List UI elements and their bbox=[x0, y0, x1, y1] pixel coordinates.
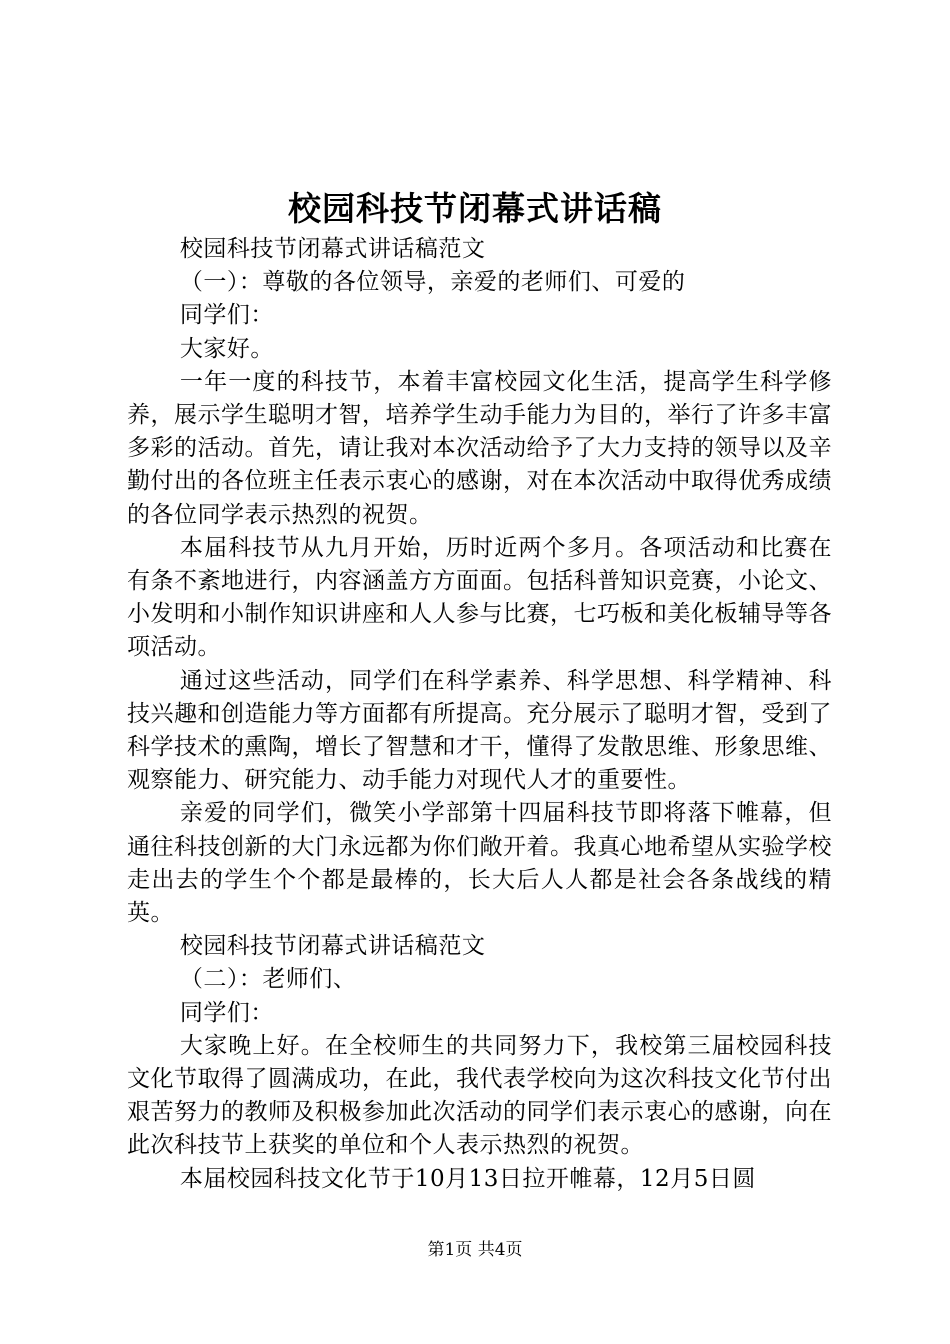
paragraph: 一年一度的科技节，本着丰富校园文化生活，提高学生科学修养，展示学生聪明才智，培养学生动手能力为目的，举行了许多丰富多彩的活动。首先，请让我对本次活动给予了大力支持的领导以及辛勤付出的各位班主任表示衷心的感谢，对在本次活动中取得优秀成绩的各位同学表示热烈的祝贺。 bbox=[127, 368, 832, 528]
document-body bbox=[127, 233, 832, 1196]
paragraph: 校园科技节闭幕式讲话稿范文 bbox=[179, 236, 486, 262]
paragraph: 大家好。 bbox=[179, 335, 274, 362]
document-title: 校园科技节闭幕式讲话稿 bbox=[288, 189, 662, 228]
paragraph: 校园科技节闭幕式讲话稿范文 bbox=[179, 933, 486, 960]
paragraph: 同学们： bbox=[179, 999, 274, 1026]
page-footer: 第1页 共4页 bbox=[427, 1240, 523, 1260]
paragraph: 亲爱的同学们，微笑小学部第十四届科技节即将落下帷幕，但通往科技创新的大门永远都为你们敞开着。我真心地希望从实验学校走出去的学生个个都是最棒的，长大后人人都是社会各条战线的精英。 bbox=[127, 800, 832, 927]
paragraph: 大家晚上好。在全校师生的共同努力下，我校第三届校园科技文化节取得了圆满成功，在此，我代表学校向为这次科技文化节付出艰苦努力的教师及积极参加此次活动的同学们表示衷心的感谢，向在此次科技节上获奖的单位和个人表示热烈的祝贺。 bbox=[127, 1032, 832, 1159]
paragraph: （二）：老师们、 bbox=[179, 966, 357, 993]
paragraph: 本届科技节从九月开始，历时近两个多月。各项活动和比赛在有条不紊地进行，内容涵盖方方面面。包括科普知识竞赛，小论文、小发明和小制作知识讲座和人人参与比赛，七巧板和美化板辅导等各项活动。 bbox=[127, 534, 832, 661]
paragraph: 本届校园科技文化节于10月13日拉开帷幕，12月5日圆 bbox=[179, 1165, 756, 1192]
paragraph: 同学们： bbox=[179, 302, 274, 329]
paragraph: 通过这些活动，同学们在科学素养、科学思想、科学精神、科技兴趣和创造能力等方面都有所提高。充分展示了聪明才智，受到了科学技术的熏陶，增长了智慧和才干，懂得了发散思维、形象思维、观察能力、研究能力、动手能力对现代人才的重要性。 bbox=[127, 667, 832, 794]
paragraph: （一）：尊敬的各位领导，亲爱的老师们、可爱的 bbox=[179, 269, 686, 296]
